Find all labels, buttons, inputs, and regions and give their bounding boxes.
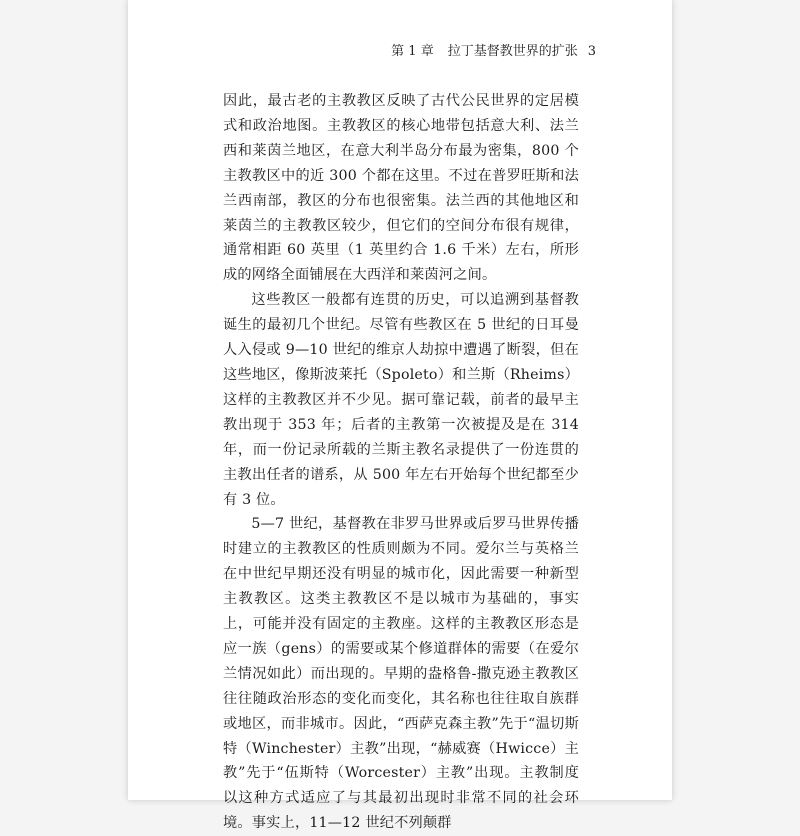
chapter-number: 第 1 章: [391, 44, 434, 59]
page-number: 3: [587, 44, 596, 59]
body-text: [223, 89, 579, 836]
paragraph: 5—7 世纪，基督教在非罗马世界或后罗马世界传播时建立的主教教区的性质则颇为不同。爱尔兰与英格兰在中世纪早期还没有明显的城市化，因此需要一种新型主教教区。这类主教教区不是以城市为基础的，事实上，可能并没有固定的主教座。这样的主教教区形态是应一族（gens）的需要或某个修道群体的需要（在爱尔兰情况如此）而出现的。早期的盎格鲁-撒克逊主教教区往往随政治形态的变化而变化，其名称也往往取自族群或地区，而非城市。因此，“西萨克森主教”先于“温切斯特（Winchester）主教”出现，“赫威赛（Hwicce）主教”先于“伍斯特（Worcester）主教”出现。主教制度以这种方式适应了与其最初出现时非常不同的社会环境。事实上，11—12 世纪不列颠群: [223, 516, 579, 832]
chapter-title: 拉丁基督教世界的扩张: [447, 44, 578, 59]
book-page: [128, 0, 672, 832]
running-header: [391, 40, 596, 59]
paragraph: 因此，最古老的主教教区反映了古代公民世界的定居模式和政治地图。主教教区的核心地带包括意大利、法兰西和莱茵兰地区，在意大利半岛分布最为密集，800 个主教教区中的近 300 个都在这里。不过在普罗旺斯和法兰西南部，教区的分布也很密集。法兰西的其他地区和莱茵兰的主教教区较少，但它们的空间分布很有规律，通常相距 60 英里（1 英里约合 1.6 千米）左右，所形成的网络全面铺展在大西洋和莱茵河之间。: [223, 93, 579, 284]
paragraph: 这些教区一般都有连贯的历史，可以追溯到基督教诞生的最初几个世纪。尽管有些教区在 5 世纪的日耳曼人入侵或 9—10 世纪的维京人劫掠中遭遇了断裂，但在这些地区，像斯波莱托（Spoleto）和兰斯（Rheims）这样的主教教区并不少见。据可靠记载，前者的最早主教出现于 353 年；后者的主教第一次被提及是在 314 年，而一份记录所载的兰斯主教名录提供了一份连贯的主教出任者的谱系，从 500 年左右开始每个世纪都至少有 3 位。: [223, 292, 579, 508]
